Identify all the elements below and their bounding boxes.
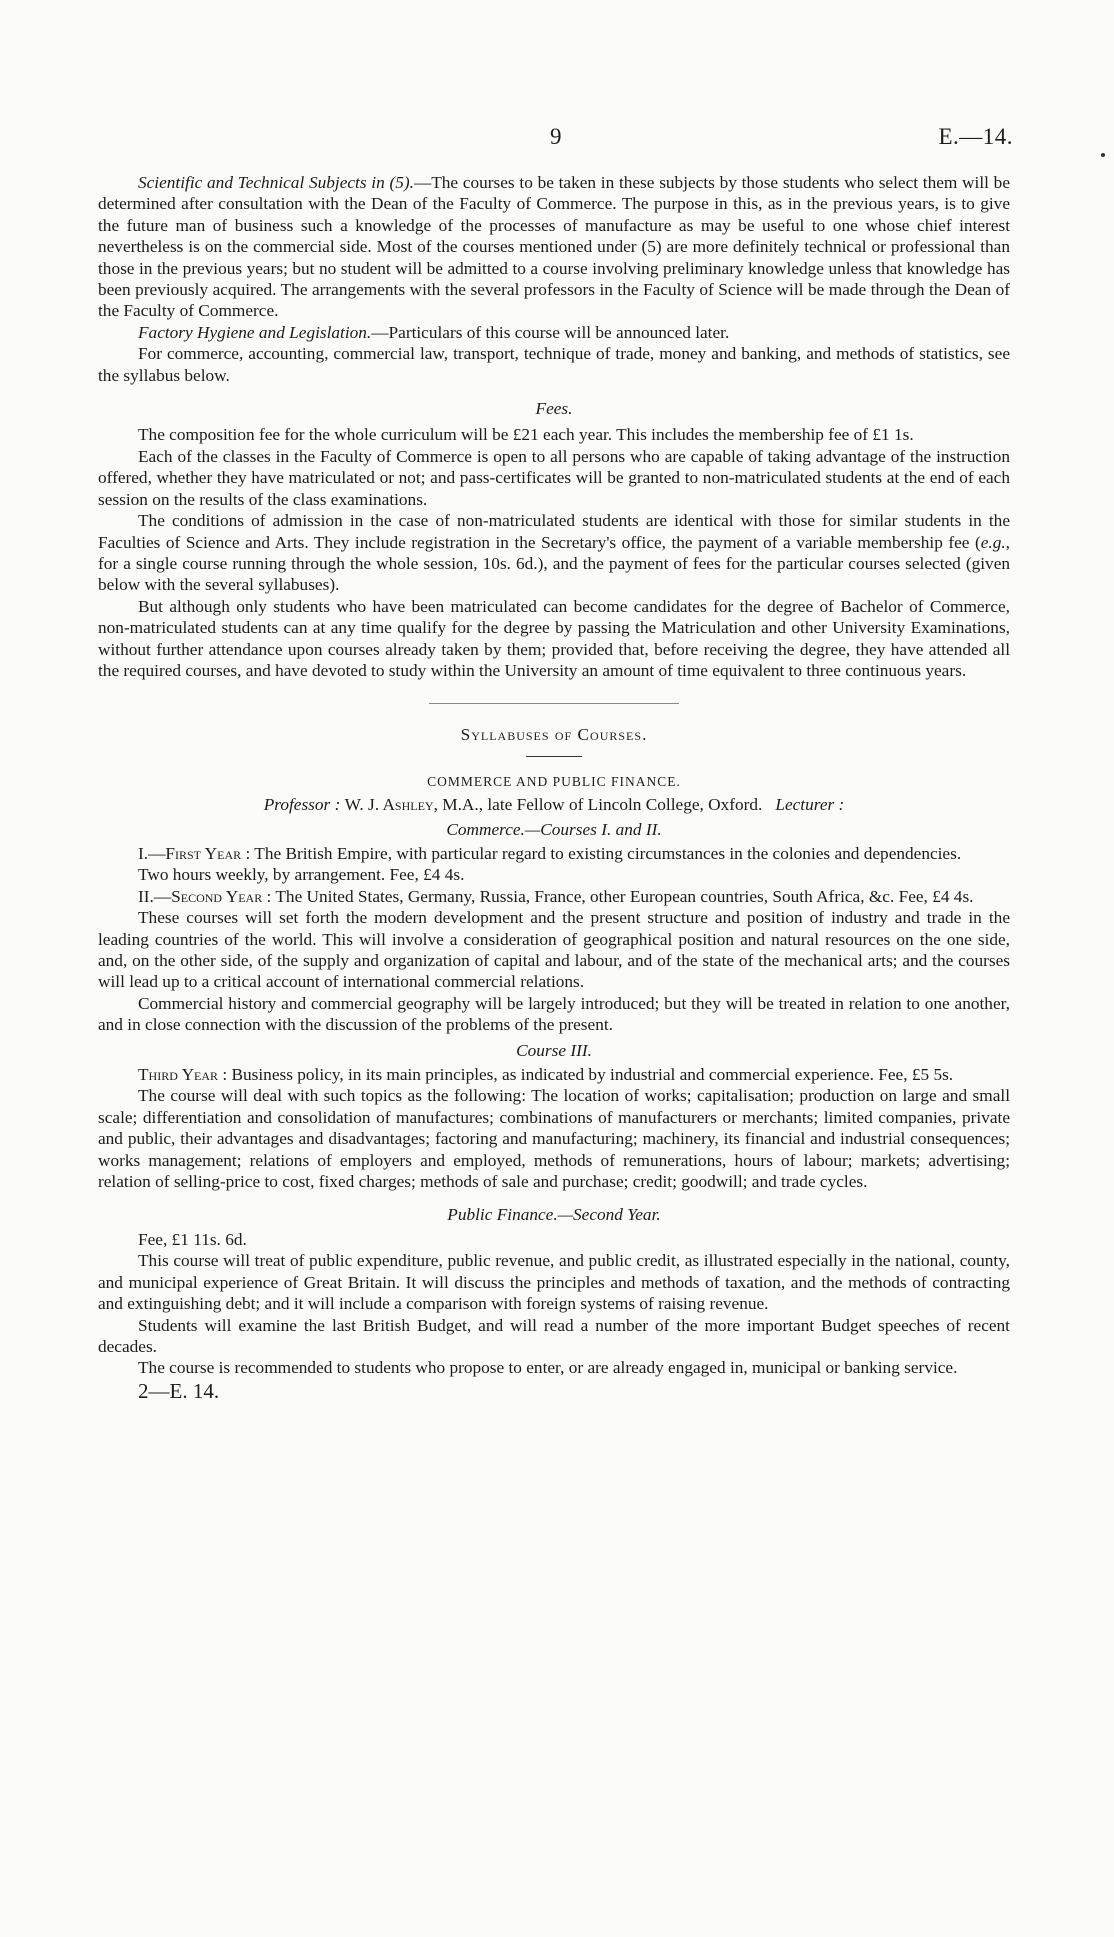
third-year-text: Business policy, in its main principles, as indicated by industrial and commercial experience. Fee, £5 5s.	[227, 1065, 954, 1085]
second-year-paragraph	[98, 886, 1010, 907]
fees-paragraph-3-text-a: The conditions of admission in the case of non-matriculated students are identical with those for similar students in the Faculties of Science and Arts. They include registration in the Secretary's office, the payment of a variable membership fee (	[98, 511, 1010, 552]
recommendation-paragraph: The course is recommended to students who propose to enter, or are already engaged in, municipal or banking service.	[138, 1358, 958, 1378]
first-year-text: The British Empire, with particular regard to existing circumstances in the colonies and dependencies.	[250, 843, 962, 863]
margin-mark	[1101, 153, 1105, 157]
fees-paragraph-3	[98, 510, 1010, 596]
factory-hygiene-paragraph	[98, 322, 1010, 343]
third-year-paragraph	[98, 1064, 1010, 1085]
section-divider	[429, 703, 679, 704]
fees-paragraph-1: The composition fee for the whole curriculum will be £21 each year. This includes the membership fee of £1 1s.	[138, 425, 914, 445]
first-year-hours: Two hours weekly, by arrangement. Fee, £4 4s.	[138, 865, 465, 885]
lecturer-label: Lecturer :	[775, 795, 845, 815]
professor-details: , M.A., late Fellow of Lincoln College, Oxford.	[433, 795, 763, 815]
staff-line	[98, 794, 1010, 815]
fees-paragraph-3-text-b: , for a single course running through the whole session, 10s. 6d.), and the payment of fees for the particular courses selected (given below with the several syllabuses).	[98, 532, 1010, 595]
commercial-history-paragraph: Commercial history and commercial geography will be largely introduced; but they will be treated in relation to one another, and in close connection with the discussion of the problems of the present.	[98, 993, 1010, 1035]
public-finance-heading: Public Finance.—Second Year.	[447, 1205, 661, 1225]
fees-paragraph-2: Each of the classes in the Faculty of Commerce is open to all persons who are capable of taking advantage of the instruction offered, whether they have matriculated or not; and pass-certificates will be granted to non-matriculated students at the end of each session on the results of the class examinations.	[98, 446, 1010, 509]
fees-heading: Fees.	[535, 399, 573, 419]
first-year-paragraph	[98, 843, 1010, 864]
document-body	[98, 172, 1010, 1403]
second-year-text: The United States, Germany, Russia, France, other European countries, South Africa, &c. Fee, £4 4s.	[271, 886, 974, 906]
syllabuses-title: Syllabuses of Courses.	[460, 725, 648, 745]
budget-study-paragraph: Students will examine the last British Budget, and will read a number of the more important Budget speeches of recent decades.	[98, 1315, 1010, 1356]
first-year-number: I.—	[138, 843, 166, 863]
fees-paragraph-4: But although only students who have been matriculated can become candidates for the degree of Bachelor of Commerce, non-matriculated students can at any time qualify for the degree by passing the Matriculation and other University Examinations, without further attendance upon courses already taken by them; provided that, before receiving the degree, they have attended all the required courses, and have devoted to study within the University an amount of time equivalent to three continuous years.	[98, 596, 1010, 680]
courses-description: These courses will set forth the modern development and the present structure and position of industry and trade in the leading countries of the world. This will involve a consideration of geographical position and natural resources on the one side, and, on the other side, of the supply and organization of capital and labour, and of the state of the mechanical arts; and the courses will lead up to a critical account of international commercial relations.	[98, 908, 1010, 992]
subject-heading: COMMERCE AND PUBLIC FINANCE.	[427, 773, 681, 789]
public-finance-description: This course will treat of public expenditure, public revenue, and public credit, as illustrated especially in the national, county, and municipal experience of Great Britain. It will discuss the principles and methods of taxation, and the methods of contracting and extinguishing debt; and it will include a comparison with foreign systems of raising revenue.	[98, 1251, 1010, 1314]
second-year-number: II.—	[138, 886, 172, 906]
page-number: 9	[550, 124, 562, 149]
course-three-description: The course will deal with such topics as the following: The location of works; capitalisation; production on large and small scale; differentiation and consolidation of manufactures; combinations of manufacturers or merchants; limited companies, private and public, their advantages and disadvantages; factoring and manufacturing; machinery, its financial and industrial consequences; works management; relations of employers and employed, methods of remunerations, hours of labour; markets; advertising; relation of selling-price to cost, fixed charges; methods of sale and purchase; credit; goodwill; and trade cycles.	[98, 1086, 1010, 1192]
course-three-heading: Course III.	[516, 1040, 592, 1060]
syllabus-reference-paragraph: For commerce, accounting, commercial law, transport, technique of trade, money and banking, and methods of statistics, see the syllabus below.	[98, 344, 1010, 385]
first-year-label: First Year :	[165, 843, 251, 863]
document-reference: E.—14.	[938, 124, 1013, 149]
title-rule	[526, 756, 582, 757]
scientific-subjects-heading: Scientific and Technical Subjects in (5).	[138, 173, 414, 192]
factory-hygiene-heading: Factory Hygiene and Legislation.	[138, 322, 372, 342]
page-signature: 2—E. 14.	[138, 1378, 220, 1403]
page-header	[0, 124, 1114, 154]
professor-label: Professor :	[263, 795, 341, 815]
factory-hygiene-text: —Particulars of this course will be announced later.	[371, 322, 730, 342]
public-finance-fee: Fee, £1 11s. 6d.	[138, 1229, 247, 1249]
fees-paragraph-3-eg: e.g.	[980, 532, 1006, 552]
second-year-label: Second Year :	[171, 886, 272, 906]
commerce-courses-heading: Commerce.—Courses I. and II.	[446, 819, 662, 839]
scientific-subjects-paragraph	[98, 172, 1010, 322]
professor-name: W. J. Ashley	[344, 795, 434, 815]
third-year-label: Third Year :	[138, 1065, 228, 1085]
scientific-subjects-text: —The courses to be taken in these subjects by those students who select them will be determined after consultation with the Dean of the Faculty of Commerce. The purpose in this, as in the previous years, is to give the future man of business such a knowledge of the processes of manufacture as may be useful to one whose chief interest nevertheless is on the commercial side. Most of the courses mentioned under (5) are more definitely technical or professional than those in the previous years; but no student will be admitted to a course involving preliminary knowledge unless that knowledge has been previously acquired. The arrangements with the several professors in the Faculty of Science will be made through the Dean of the Faculty of Commerce.	[98, 173, 1010, 321]
